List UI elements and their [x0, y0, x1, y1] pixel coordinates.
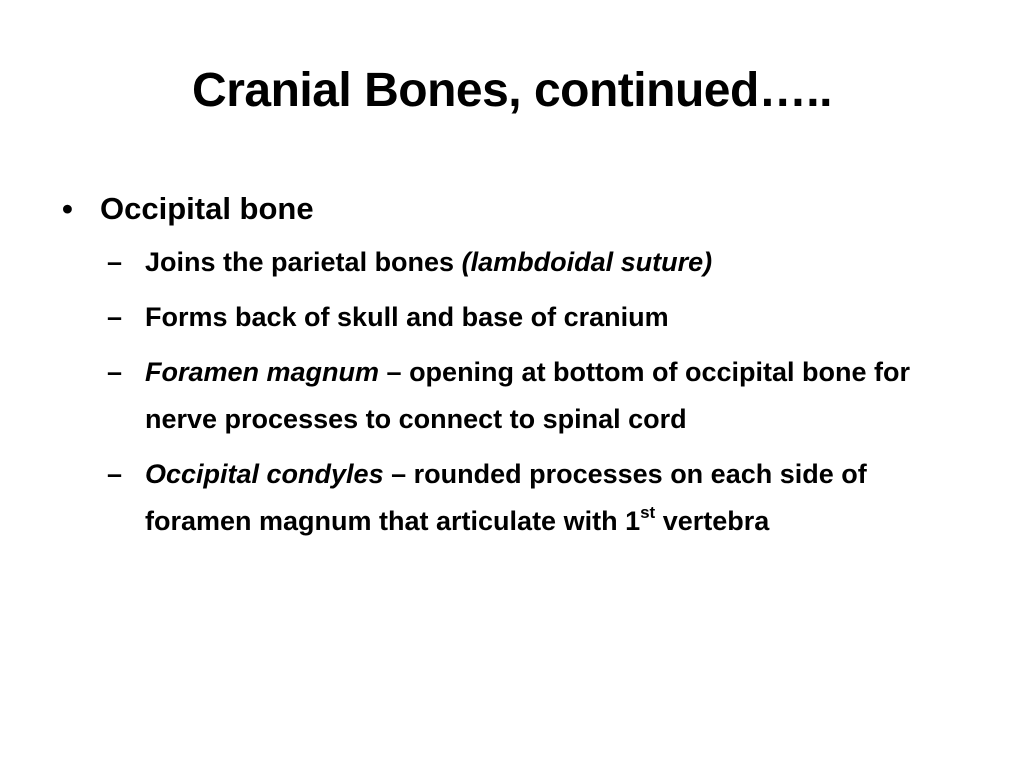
subitem-foramen-magnum [107, 349, 955, 443]
bullet-text: Occipital bone [100, 191, 314, 226]
bullet-occipital-bone [62, 190, 962, 227]
bullet-marker: • [62, 191, 73, 226]
subitem-text: Forms back of skull and base of cranium [145, 302, 669, 333]
ordinal-superscript: st [640, 503, 656, 523]
dash-marker: – [107, 459, 123, 490]
subitem-tail: vertebra [655, 506, 770, 537]
subitem-italic: (lambdoidal suture) [461, 247, 713, 278]
slide-title: Cranial Bones, continued….. [192, 64, 832, 117]
slide-content [62, 190, 962, 553]
dash-marker: – [107, 357, 123, 388]
subitem-italic: Occipital condyles [145, 459, 384, 490]
subitem-text: Joins the parietal bones [145, 247, 462, 278]
subitem-back-of-skull [107, 294, 955, 341]
subitem-text: – rounded processes on each side of foramen magnum that articulate with 1 [145, 459, 867, 537]
subitem-italic: Foramen magnum [145, 357, 380, 388]
subitem-text: – opening at bottom of occipital bone for nerve processes to connect to spinal cord [145, 357, 911, 435]
dash-marker: – [107, 302, 123, 333]
subitem-lambdoidal [107, 239, 955, 286]
dash-marker: – [107, 247, 123, 278]
subitem-occipital-condyles [107, 451, 955, 545]
